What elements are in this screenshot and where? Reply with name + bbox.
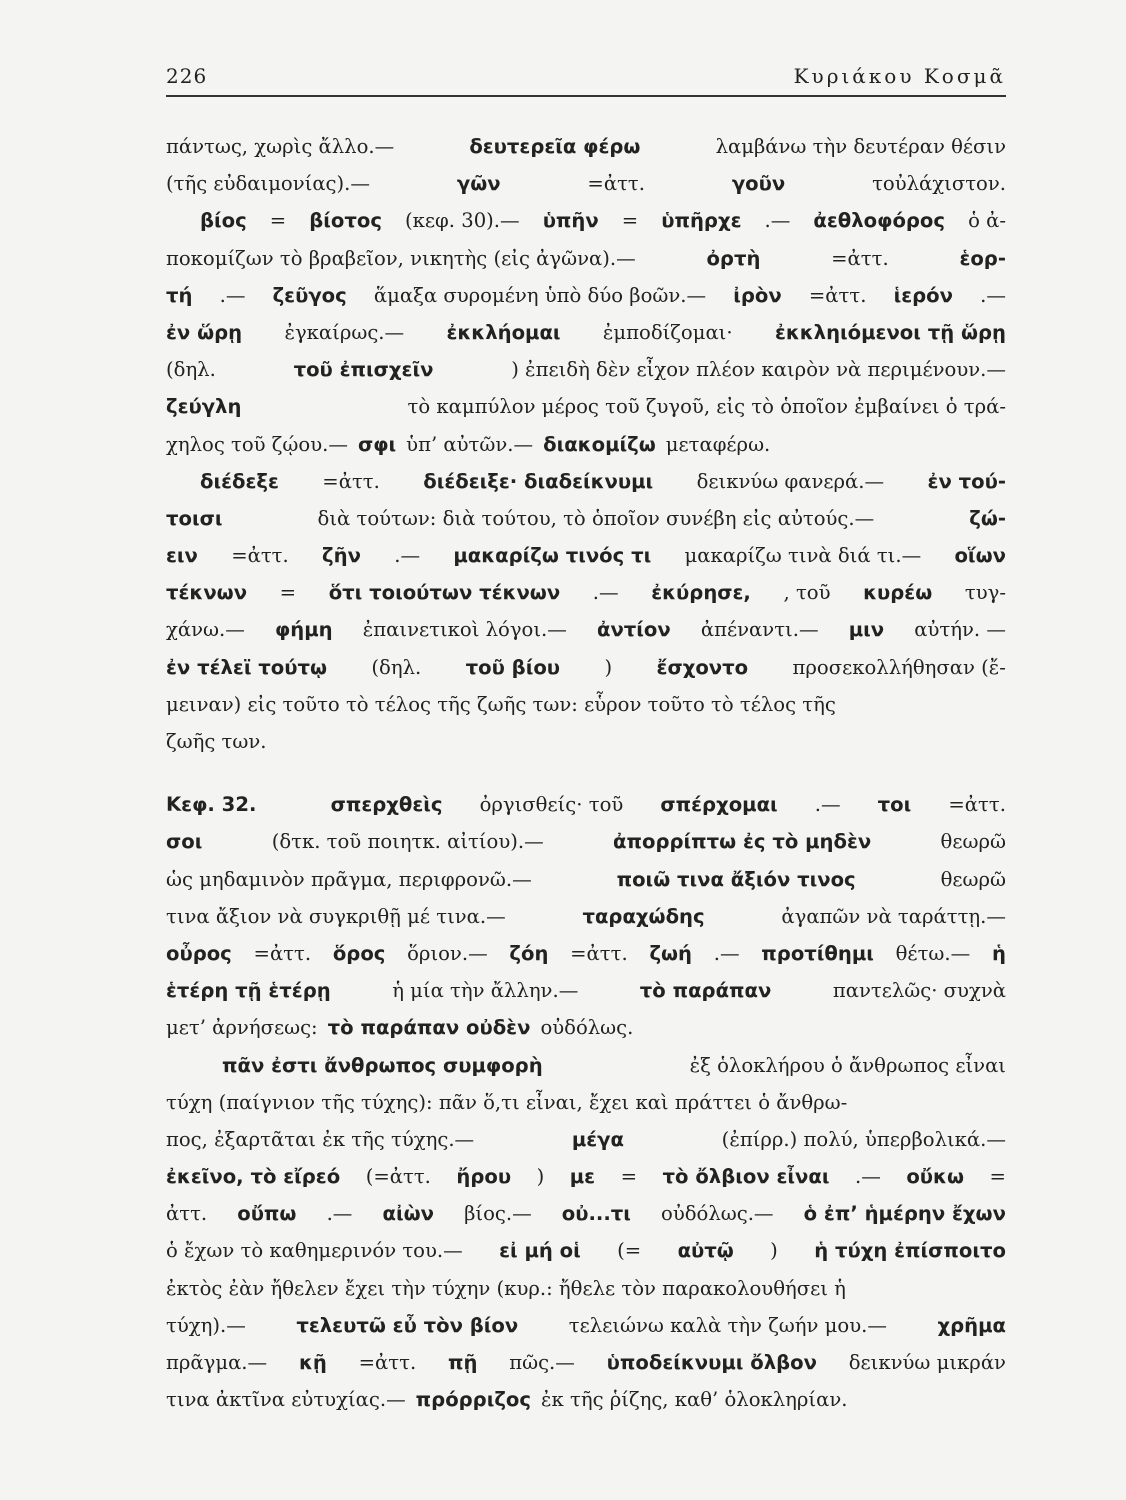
headword: ἀπορρίπτω ἐς τὸ μηδὲν <box>613 830 872 854</box>
gloss-text: (δηλ. <box>371 655 422 679</box>
headword: χρῆμα <box>937 1313 1006 1337</box>
gloss-text: =ἀττ. <box>358 1351 417 1374</box>
gloss-text: βίος.— <box>464 1202 532 1226</box>
text-line <box>166 861 1006 898</box>
gloss-text: ἐξ ὁλοκλήρου ὁ ἄνθρωπος εἶναι <box>689 1053 1006 1077</box>
gloss-text: διὰ τούτων: διὰ τούτου, τὸ ὁποῖον συνέβη εἰς αὐτούς.— <box>317 506 875 530</box>
page-header <box>166 64 1006 94</box>
gloss-text: .— <box>814 793 841 817</box>
gloss-text: μειναν) εἰς τοῦτο τὸ τέλος τῆς ζωῆς των: εὗρον τοῦτο τὸ τέλος τῆς <box>166 692 836 716</box>
gloss-text: παντελῶς· συχνὰ <box>832 979 1006 1003</box>
headword: τελευτῶ εὖ τὸν βίον <box>296 1313 519 1337</box>
headword: τή <box>166 283 193 307</box>
headword: αὐτῷ <box>677 1239 734 1263</box>
gloss-text: (τῆς εὐδαιμονίας).— <box>166 172 370 196</box>
running-title: Κυριάκου Κοσμᾶ <box>793 64 1006 88</box>
gloss-text: ὡς μηδαμινὸν πρᾶγμα, περιφρονῶ.— <box>166 867 532 891</box>
gloss-text: πρᾶγμα.— <box>166 1351 268 1374</box>
gloss-text: =ἀττ. <box>587 172 645 196</box>
gloss-text: =ἀττ. <box>948 793 1006 817</box>
gloss-text: πῶς.— <box>509 1351 575 1374</box>
gloss-text: ) <box>604 655 613 679</box>
gloss-text: =ἀττ. <box>253 941 312 965</box>
gloss-text: ἐπαινετικοὶ λόγοι.— <box>362 618 567 642</box>
gloss-text: μετ’ ἀρνήσεως: <box>166 1016 318 1040</box>
gloss-text: δεικνύω μικράν <box>848 1351 1006 1374</box>
text-line <box>166 723 1006 760</box>
headword: βίος <box>200 209 247 233</box>
headword: ἤρου <box>456 1165 512 1189</box>
gloss-text: .— <box>854 1165 881 1189</box>
headword: ποιῶ τινα ἄξιόν τινος <box>616 867 856 891</box>
headword: οὔκω <box>906 1165 964 1189</box>
gloss-text: .— <box>764 209 791 233</box>
headword: ἐκκληιόμενοι τῇ ὥρῃ <box>774 320 1006 344</box>
headword: ζῆν <box>322 544 361 568</box>
gloss-text: .— <box>980 283 1006 307</box>
text-line <box>166 1047 1006 1084</box>
text-line <box>166 1307 1006 1344</box>
headword: ἰρὸν <box>733 283 782 307</box>
section-gap <box>166 760 1006 786</box>
headword: ζεύγλη <box>166 395 242 419</box>
gloss-text: τελειώνω καλὰ τὴν ζωήν μου.— <box>568 1313 887 1337</box>
headword: τὸ παράπαν οὐδὲν <box>327 1016 531 1040</box>
gloss-text: ἀπέναντι.— <box>700 618 819 642</box>
gloss-text: τοὐλάχιστον. <box>872 172 1006 196</box>
text-line <box>166 935 1006 972</box>
headword: διέδειξε· διαδείκνυμι <box>423 469 654 493</box>
text-line <box>166 426 1006 463</box>
headword: μέγα <box>571 1127 624 1151</box>
gloss-text: ὀργισθείς· τοῦ <box>479 793 624 817</box>
gloss-text: δεικνύω φανερά.— <box>696 469 885 493</box>
gloss-text: ἅμαξα συρομένη ὑπὸ δύο βοῶν.— <box>373 283 707 307</box>
headword: ὅτι τοιούτων τέκνων <box>328 581 561 605</box>
text-line <box>166 1084 1006 1121</box>
headword: τοῦ βίου <box>465 655 561 679</box>
text-line <box>166 823 1006 860</box>
text-line <box>166 202 1006 239</box>
headword: γοῦν <box>731 172 786 196</box>
headword: σοι <box>166 830 203 854</box>
headword: ὅρος <box>332 941 386 965</box>
text-line <box>166 786 1006 823</box>
gloss-text: = <box>621 209 639 233</box>
gloss-text: ἀγαπῶν νὰ ταράττῃ.— <box>781 904 1006 928</box>
headword: ὑποδείκνυμι ὄλβον <box>606 1351 817 1374</box>
gloss-text: ὁ ἀ- <box>968 209 1006 233</box>
headword: ὑπῆν <box>542 209 599 233</box>
text-line <box>166 277 1006 314</box>
headword: σφι <box>357 432 397 456</box>
headword: οὖρος <box>166 941 232 965</box>
headword: ἐν τέλεϊ τούτῳ <box>166 655 327 679</box>
headword: ἐκεῖνο, τὸ εἴρεό <box>166 1165 341 1189</box>
gloss-text: προσεκολλήθησαν (ἔ- <box>792 655 1006 679</box>
gloss-text: ἐκ τῆς ῥίζης, καθ’ ὁλοκληρίαν. <box>541 1388 848 1412</box>
headword: ἀεθλοφόρος <box>813 209 946 233</box>
text-line <box>166 314 1006 351</box>
headword: τοῦ ἐπισχεῖν <box>293 358 434 382</box>
headword: τοισι <box>166 506 223 530</box>
headword: οἵων <box>954 544 1006 568</box>
headword: διέδεξε <box>200 469 279 493</box>
headword: σπερχθεὶς <box>330 793 443 817</box>
headword: τὸ παράπαν <box>639 979 772 1003</box>
text-line <box>166 240 1006 277</box>
gloss-text: ἐγκαίρως.— <box>284 320 405 344</box>
gloss-text: ποκομίζων τὸ βραβεῖον, νικητὴς (εἰς ἀγῶνα).— <box>166 246 636 270</box>
gloss-text: ἀττ. <box>166 1202 208 1226</box>
gloss-text: τύχη).— <box>166 1313 246 1337</box>
gloss-text: ἡ μία τὴν ἄλλην.— <box>392 979 579 1003</box>
text-line <box>166 649 1006 686</box>
gloss-text: θεωρῶ <box>940 867 1006 891</box>
gloss-text: .— <box>592 581 619 605</box>
text-line <box>166 537 1006 574</box>
headword: ἐκκλήομαι <box>446 320 561 344</box>
headword: ἑορ- <box>959 246 1006 270</box>
gloss-text: = <box>279 581 297 605</box>
gloss-text: ζωῆς των. <box>166 730 267 753</box>
gloss-text: = <box>989 1165 1006 1189</box>
gloss-text: ὅριον.— <box>407 941 488 965</box>
gloss-text: πάντως, χωρὶς ἄλλο.— <box>166 135 395 158</box>
gloss-text: =ἀττ. <box>570 941 628 965</box>
headword: οὔπω <box>237 1202 297 1226</box>
gloss-text: τὸ καμπύλον μέρος τοῦ ζυγοῦ, εἰς τὸ ὁποῖον ἐμβαίνει ὁ τρά- <box>407 395 1006 419</box>
gloss-text: = <box>269 209 287 233</box>
headword: Κεφ. 32. <box>166 793 257 817</box>
headword: πᾶν ἐστι ἄνθρωπος συμφορὴ <box>222 1053 543 1077</box>
headword: ἀντίον <box>596 618 671 642</box>
headword: ὁ ἐπ’ ἡμέρην ἔχων <box>803 1202 1006 1226</box>
gloss-text: τινα ἄξιον νὰ συγκριθῇ μέ τινα.— <box>166 904 506 928</box>
headword: τοι <box>877 793 912 817</box>
text-line <box>166 463 1006 500</box>
gloss-text: =ἀττ. <box>808 283 867 307</box>
headword: πρόρριζος <box>415 1388 531 1412</box>
headword: κῇ <box>298 1351 327 1374</box>
headword: ἐκύρησε, <box>651 581 751 605</box>
headword: προτίθημι <box>761 941 874 965</box>
gloss-text: πος, ἐξαρτᾶται ἐκ τῆς τύχης.— <box>166 1127 475 1151</box>
page-number: 226 <box>166 64 208 88</box>
gloss-text: οὐδόλως.— <box>661 1202 774 1226</box>
text-line <box>166 1158 1006 1195</box>
headword: ταραχώδης <box>582 904 705 928</box>
gloss-text: ὁ ἔχων τὸ καθημερινόν του.— <box>166 1239 463 1263</box>
gloss-text: μακαρίζω τινὰ διά τι.— <box>684 544 922 568</box>
gloss-text: χάνω.— <box>166 618 245 642</box>
gloss-text: .— <box>219 283 246 307</box>
headword: τέκνων <box>166 581 248 605</box>
text-line <box>166 611 1006 648</box>
headword: κυρέω <box>863 581 933 605</box>
gloss-text: (= <box>617 1239 642 1263</box>
headword: ἔσχοντο <box>656 655 749 679</box>
gloss-text: (δτκ. τοῦ ποιητκ. αἰτίου).— <box>271 830 544 854</box>
headword: ζωή <box>649 941 692 965</box>
headword: γῶν <box>456 172 501 196</box>
headword: ὑπῆρχε <box>661 209 742 233</box>
gloss-text: (=ἀττ. <box>365 1165 431 1189</box>
headword: ἐν τού- <box>927 469 1006 493</box>
gloss-text: χηλος τοῦ ζῴου.— <box>166 432 348 456</box>
headword: ἱερόν <box>893 283 953 307</box>
text-line <box>166 1344 1006 1381</box>
gloss-text: (κεφ. 30).— <box>405 209 520 233</box>
headword: ὀρτὴ <box>706 246 761 270</box>
text-line <box>166 165 1006 202</box>
headword: τὸ ὄλβιον εἶναι <box>662 1165 830 1189</box>
gloss-text: ) <box>770 1239 778 1263</box>
gloss-text: =ἀττ. <box>231 544 289 568</box>
text-line <box>166 1195 1006 1232</box>
text-line <box>166 898 1006 935</box>
gloss-text: , τοῦ <box>783 581 831 605</box>
headword: ἑτέρη τῇ ἑτέρῃ <box>166 979 331 1003</box>
text-line <box>166 686 1006 723</box>
gloss-text: τύχη (παίγνιον τῆς τύχης): πᾶν ὅ,τι εἶναι, ἔχει καὶ πράττει ὁ ἄνθρω- <box>166 1090 848 1114</box>
headword: με <box>569 1165 596 1189</box>
headword: ἐν ὥρῃ <box>166 320 243 344</box>
text-line <box>166 972 1006 1009</box>
headword: ζώ- <box>969 506 1006 530</box>
gloss-text: τινα ἀκτῖνα εὐτυχίας.— <box>166 1388 406 1412</box>
text-line <box>166 500 1006 537</box>
gloss-text: αὐτήν. — <box>914 618 1006 642</box>
headword: διακομίζω <box>543 432 656 456</box>
headword: ειν <box>166 544 198 568</box>
text-line <box>166 1381 1006 1418</box>
text-line <box>166 1270 1006 1307</box>
header-rule <box>166 95 1006 97</box>
gloss-text: ἐμποδίζομαι· <box>602 320 733 344</box>
gloss-text: ) ἐπειδὴ δὲν εἶχον πλέον καιρὸν νὰ περιμένουν.— <box>511 358 1006 382</box>
headword: ἡ τύχη ἐπίσποιτο <box>814 1239 1006 1263</box>
headword: ζεῦγος <box>272 283 347 307</box>
headword: ζόη <box>509 941 549 965</box>
headword: μακαρίζω τινός τι <box>453 544 652 568</box>
gloss-text: =ἀττ. <box>322 469 380 493</box>
text-line <box>166 388 1006 425</box>
gloss-text: .— <box>713 941 740 965</box>
gloss-text: θέτω.— <box>895 941 971 965</box>
headword: δευτερεῖα φέρω <box>469 135 641 158</box>
gloss-text: ὑπ’ αὐτῶν.— <box>406 432 534 456</box>
gloss-text: θεωρῶ <box>940 830 1006 854</box>
gloss-text: τυγ- <box>964 581 1006 605</box>
text-line <box>166 574 1006 611</box>
headword: αἰὼν <box>382 1202 434 1226</box>
gloss-text: =ἀττ. <box>831 246 889 270</box>
text-body <box>166 128 1006 1418</box>
gloss-text: οὐδόλως. <box>540 1016 634 1040</box>
gloss-text: λαμβάνω τὴν δευτέραν θέσιν <box>715 135 1006 158</box>
gloss-text: ) <box>536 1165 545 1189</box>
text-line <box>166 1009 1006 1046</box>
gloss-text: = <box>620 1165 638 1189</box>
headword: εἰ μή οἱ <box>499 1239 581 1263</box>
headword: πῇ <box>447 1351 478 1374</box>
gloss-text: (δηλ. <box>166 358 216 382</box>
text-line <box>166 351 1006 388</box>
gloss-text: (ἐπίρρ.) πολύ, ὑπερβολικά.— <box>721 1127 1006 1151</box>
gloss-text: .— <box>326 1202 353 1226</box>
headword: σπέρχομαι <box>660 793 778 817</box>
text-line <box>166 1121 1006 1158</box>
gloss-text: μεταφέρω. <box>665 432 771 456</box>
headword: βίοτος <box>309 209 382 233</box>
gloss-text: .— <box>394 544 421 568</box>
headword: ἡ <box>991 941 1006 965</box>
headword: φήμη <box>274 618 333 642</box>
headword: μιν <box>848 618 885 642</box>
text-line <box>166 1232 1006 1269</box>
headword: οὐ...τι <box>561 1202 631 1226</box>
text-line <box>166 128 1006 165</box>
gloss-text: ἐκτὸς ἐὰν ἤθελεν ἔχει τὴν τύχην (κυρ.: ἤθελε τὸν παρακολουθήσει ἡ <box>166 1276 846 1300</box>
